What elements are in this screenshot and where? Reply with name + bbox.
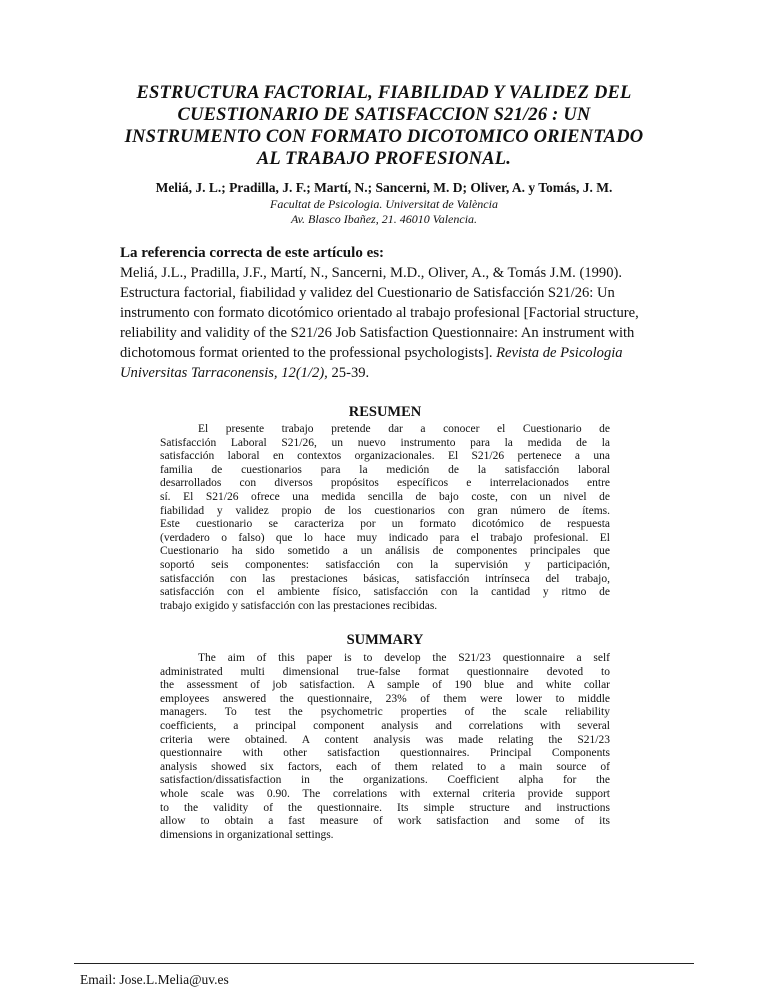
resumen-line: satisfacción laboral en contextos organizacionales. El S21/26 pertenece a una: [160, 450, 610, 463]
resumen-line: fiabilidad y validez propio de los cuestionarios con gran número de ítems.: [160, 504, 610, 517]
summary-line: satisfaction/dissatisfaction in the organizations. Coefficient alpha for the: [160, 774, 610, 787]
resumen-line: trabajo exigido y satisfacción con las prestaciones recibidas.: [160, 599, 438, 612]
title-line: ESTRUCTURA FACTORIAL, FIABILIDAD Y VALIDEZ DEL: [136, 83, 632, 103]
citation-line: Estructura factorial, fiabilidad y validez del Cuestionario de Satisfacción S21/26: Un: [120, 285, 615, 301]
affiliation: [100, 197, 668, 227]
summary-body: [160, 652, 610, 842]
resumen-line: El presente trabajo pretende dar a conocer el Cuestionario de: [198, 423, 610, 435]
resumen-line: satisfacción con las prestaciones básicas, satisfacción intrínseca del trabajo,: [160, 572, 610, 585]
summary-line: to the validity of the questionnaire. Its simple structure and instructions: [160, 801, 610, 814]
resumen-line: sí. El S21/26 ofrece una medida sencilla de bajo coste, con un nivel de: [160, 490, 610, 503]
title-line: AL TRABAJO PROFESIONAL.: [256, 149, 512, 169]
citation-pages: 25-39.: [327, 365, 370, 381]
citation-line: instrumento con formato dicotómico orientado al trabajo profesional [Factorial structure,: [120, 305, 639, 321]
citation-line: reliability and validity of the S21/26 Job Satisfaction Questionnaire: An instrument with: [120, 325, 635, 341]
summary-heading: SUMMARY: [346, 632, 424, 648]
summary-line: whole scale was 0.90. The correlations with external criteria provide support: [160, 787, 610, 800]
paper-title: [100, 82, 668, 170]
summary-line: coefficients, a principal component analysis and correlations with several: [160, 719, 610, 732]
summary-line: the assessment of job satisfaction. A sample of 190 blue and white collar: [160, 679, 610, 692]
summary-line: The aim of this paper is to develop the S21/23 questionnaire a self: [198, 652, 610, 664]
summary-line: employees answered the questionnaire, 23% of them were lower to middle: [160, 692, 610, 705]
footer-divider: [74, 963, 694, 964]
journal-volume: Universitas Tarraconensis, 12(1/2),: [120, 365, 328, 381]
citation-text: dichotomous format oriented to the professional psychologists].: [120, 345, 497, 361]
summary-line: dimensions in organizational settings.: [160, 828, 334, 841]
title-line: CUESTIONARIO DE SATISFACCION S21/26 : UN: [177, 105, 591, 125]
contact-email[interactable]: Email: Jose.L.Melia@uv.es: [80, 972, 229, 987]
citation-line: Meliá, J.L., Pradilla, J.F., Martí, N., Sancerni, M.D., Oliver, A., & Tomás J.M. (1990).: [120, 265, 623, 281]
resumen-line: desarrollados con diversos propósitos específicos e interrelacionados entre: [160, 477, 610, 490]
resumen-line: soportó seis componentes: satisfacción con la supervisión y participación,: [160, 558, 610, 571]
authors: Meliá, J. L.; Pradilla, J. F.; Martí, N.; Sancerni, M. D; Oliver, A. y Tomás, J. M.: [155, 180, 613, 195]
title-line: INSTRUMENTO CON FORMATO DICOTOMICO ORIENTADO: [124, 127, 644, 147]
journal-name: Revista de Psicologia: [496, 345, 623, 361]
summary-line: analysis showed six factors, each of them related to a main source of: [160, 760, 610, 773]
affiliation-address: Av. Blasco Ibañez, 21. 46010 Valencia.: [290, 212, 478, 226]
resumen-line: (verdadero o falso) que lo hace muy indicado para el trabajo profesional. El: [160, 531, 610, 544]
resumen-line: Este cuestionario se caracteriza por un formato dicotómico de respuesta: [160, 518, 610, 531]
affiliation-line: Facultat de Psicologia. Universitat de València: [270, 197, 498, 211]
reference-heading: La referencia correcta de este artículo es:: [120, 245, 385, 261]
summary-line: criteria were obtained. A content analysis was made relating the S21/23: [160, 733, 610, 746]
summary-line: allow to obtain a fast measure of work satisfaction and some of its: [160, 815, 610, 828]
resumen-line: satisfacción con el ambiente físico, satisfacción con la cantidad y ritmo de: [160, 586, 610, 599]
resumen-line: Satisfacción Laboral S21/26, un nuevo instrumento para la medida de la: [160, 436, 610, 449]
summary-line: questionnaire with other satisfaction questionnaires. Principal Components: [160, 747, 610, 760]
resumen-line: familia de cuestionarios para la medición de la satisfacción laboral: [160, 463, 610, 476]
citation-line: [120, 343, 650, 363]
summary-line: managers. To test the psychometric properties of the scale reliability: [160, 706, 610, 719]
citation-line: [120, 363, 650, 383]
reference-citation: [120, 263, 650, 383]
resumen-line: Cuestionario ha sido sometido a un análisis de componentes principales que: [160, 545, 610, 558]
resumen-body: [160, 423, 610, 613]
resumen-heading: RESUMEN: [348, 404, 422, 420]
summary-line: administrated multi dimensional true-false format questionnaire devoted to: [160, 665, 610, 678]
